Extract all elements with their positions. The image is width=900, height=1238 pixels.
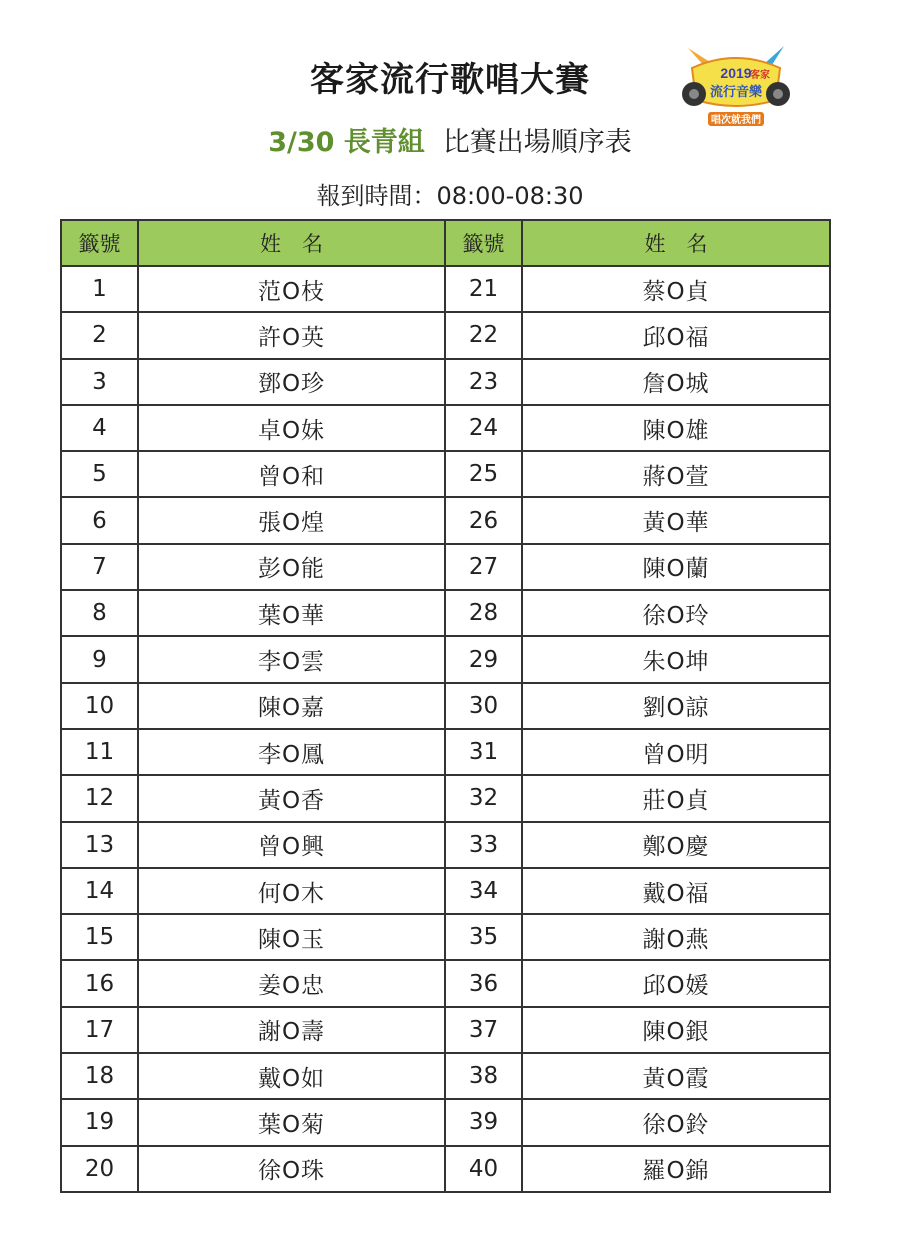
- draw-number: 40: [445, 1146, 522, 1192]
- event-logo: [680, 38, 792, 134]
- contestant-name: 曾O興: [138, 822, 445, 868]
- contestant-name: 邱O媛: [522, 960, 830, 1006]
- draw-number: 3: [61, 359, 138, 405]
- col-header-name-left: 姓 名: [138, 220, 445, 266]
- table-row: [61, 914, 830, 960]
- contestant-name: 許O英: [138, 312, 445, 358]
- draw-number: 19: [61, 1099, 138, 1145]
- draw-number: 26: [445, 497, 522, 543]
- contestant-name: 徐O玲: [522, 590, 830, 636]
- logo-year: 2019: [720, 65, 752, 81]
- table-row: [61, 822, 830, 868]
- contestant-name: 黃O香: [138, 775, 445, 821]
- draw-number: 7: [61, 544, 138, 590]
- contestant-name: 曾O明: [522, 729, 830, 775]
- table-row: [61, 1053, 830, 1099]
- table-row: [61, 729, 830, 775]
- draw-number: 34: [445, 868, 522, 914]
- contestant-name: 何O木: [138, 868, 445, 914]
- draw-number: 10: [61, 683, 138, 729]
- table-row: [61, 775, 830, 821]
- table-row: [61, 359, 830, 405]
- contestant-name: 姜O忠: [138, 960, 445, 1006]
- contestant-name: 陳O銀: [522, 1007, 830, 1053]
- contestant-name: 謝O壽: [138, 1007, 445, 1053]
- table-row: [61, 683, 830, 729]
- table-row: [61, 266, 830, 312]
- draw-number: 1: [61, 266, 138, 312]
- draw-number: 21: [445, 266, 522, 312]
- draw-number: 36: [445, 960, 522, 1006]
- table-row: [61, 1007, 830, 1053]
- contestant-name: 鄧O珍: [138, 359, 445, 405]
- table-row: [61, 405, 830, 451]
- contestant-name: 黃O霞: [522, 1053, 830, 1099]
- draw-number: 14: [61, 868, 138, 914]
- draw-number: 15: [61, 914, 138, 960]
- draw-number: 29: [445, 636, 522, 682]
- contestant-name: 戴O福: [522, 868, 830, 914]
- draw-number: 24: [445, 405, 522, 451]
- table-row: [61, 868, 830, 914]
- draw-number: 16: [61, 960, 138, 1006]
- contestant-name: 陳O嘉: [138, 683, 445, 729]
- logo-bottom: 唱次就我們: [711, 115, 761, 126]
- draw-number: 22: [445, 312, 522, 358]
- draw-number: 17: [61, 1007, 138, 1053]
- contestant-name: 黃O華: [522, 497, 830, 543]
- logo-line1: 客家: [750, 70, 770, 81]
- contestant-name: 陳O玉: [138, 914, 445, 960]
- contestant-name: 張O煌: [138, 497, 445, 543]
- draw-number: 35: [445, 914, 522, 960]
- table-row: [61, 312, 830, 358]
- draw-number: 12: [61, 775, 138, 821]
- table-header-row: [61, 220, 830, 266]
- contestant-name: 葉O菊: [138, 1099, 445, 1145]
- draw-number: 23: [445, 359, 522, 405]
- contestant-name: 陳O雄: [522, 405, 830, 451]
- contestant-name: 范O枝: [138, 266, 445, 312]
- col-header-number-right: 籤號: [445, 220, 522, 266]
- contestant-name: 葉O華: [138, 590, 445, 636]
- contestant-name: 蔣O萱: [522, 451, 830, 497]
- contestant-name: 莊O貞: [522, 775, 830, 821]
- contestant-name: 徐O珠: [138, 1146, 445, 1192]
- order-title: 比賽出場順序表: [442, 127, 632, 158]
- table-row: [61, 544, 830, 590]
- table-row: [61, 1099, 830, 1145]
- report-time: 報到時間：08:00-08:30: [316, 182, 584, 210]
- col-header-name-right: 姓 名: [522, 220, 830, 266]
- table-row: [61, 960, 830, 1006]
- contestant-name: 李O雲: [138, 636, 445, 682]
- col-header-number-left: 籤號: [61, 220, 138, 266]
- draw-number: 32: [445, 775, 522, 821]
- table-row: [61, 590, 830, 636]
- draw-number: 28: [445, 590, 522, 636]
- draw-number: 11: [61, 729, 138, 775]
- contestant-name: 陳O蘭: [522, 544, 830, 590]
- draw-number: 2: [61, 312, 138, 358]
- draw-number: 37: [445, 1007, 522, 1053]
- draw-number: 25: [445, 451, 522, 497]
- draw-number: 33: [445, 822, 522, 868]
- contestant-name: 羅O錦: [522, 1146, 830, 1192]
- draw-number: 4: [61, 405, 138, 451]
- draw-number: 27: [445, 544, 522, 590]
- contestant-name: 徐O鈴: [522, 1099, 830, 1145]
- draw-number: 39: [445, 1099, 522, 1145]
- contestant-name: 謝O燕: [522, 914, 830, 960]
- draw-number: 18: [61, 1053, 138, 1099]
- page-title: 客家流行歌唱大賽: [310, 60, 590, 100]
- contestant-name: 鄭O慶: [522, 822, 830, 868]
- draw-number: 6: [61, 497, 138, 543]
- contestant-name: 邱O福: [522, 312, 830, 358]
- draw-number: 30: [445, 683, 522, 729]
- contestant-name: 朱O坤: [522, 636, 830, 682]
- table-row: [61, 636, 830, 682]
- group-label: 3/30 長青組: [268, 127, 425, 158]
- table-row: [61, 1146, 830, 1192]
- draw-number: 9: [61, 636, 138, 682]
- draw-number: 31: [445, 729, 522, 775]
- contestant-name: 李O鳳: [138, 729, 445, 775]
- table-row: [61, 451, 830, 497]
- draw-number: 38: [445, 1053, 522, 1099]
- draw-number: 8: [61, 590, 138, 636]
- draw-number: 5: [61, 451, 138, 497]
- contestant-name: 戴O如: [138, 1053, 445, 1099]
- table-row: [61, 497, 830, 543]
- contestant-name: 蔡O貞: [522, 266, 830, 312]
- logo-line2: 流行音樂: [709, 85, 763, 100]
- contestant-name: 卓O妹: [138, 405, 445, 451]
- contestant-name: 詹O城: [522, 359, 830, 405]
- schedule-table: [60, 219, 831, 1193]
- contestant-name: 曾O和: [138, 451, 445, 497]
- draw-number: 20: [61, 1146, 138, 1192]
- contestant-name: 劉O諒: [522, 683, 830, 729]
- draw-number: 13: [61, 822, 138, 868]
- contestant-name: 彭O能: [138, 544, 445, 590]
